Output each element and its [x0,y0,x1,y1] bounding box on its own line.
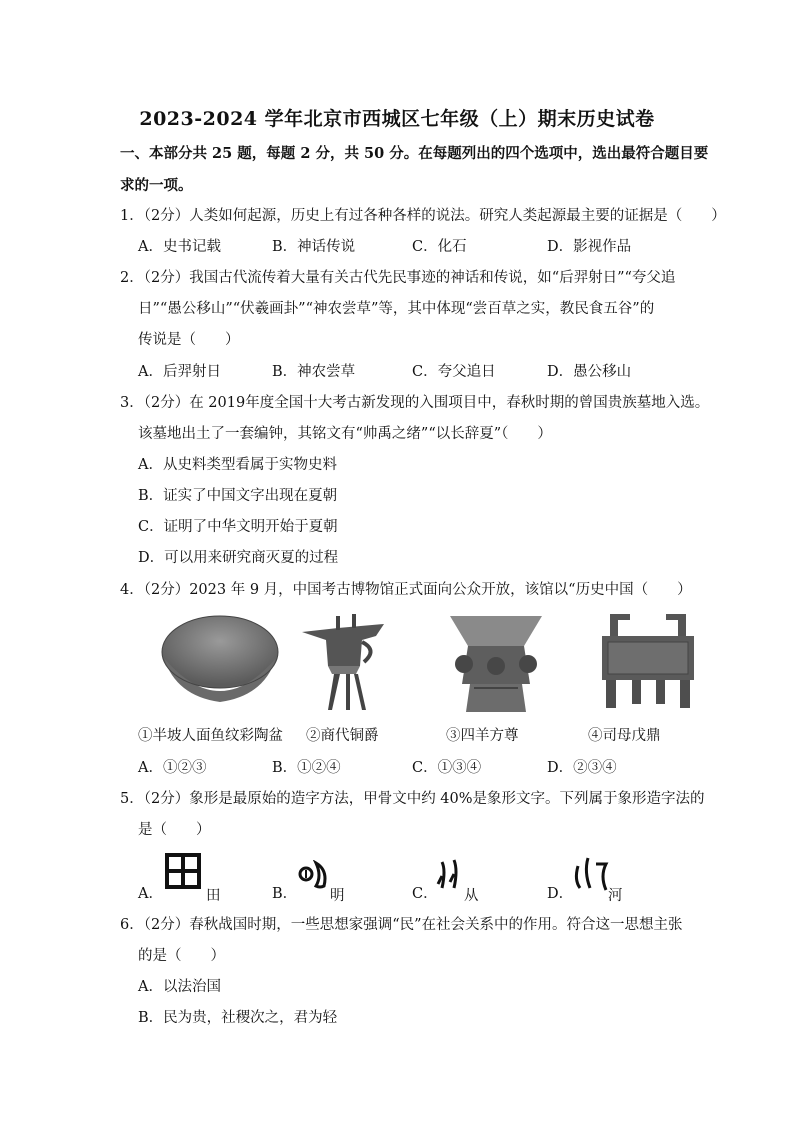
q4-caption-4: ④司母戊鼎 [588,728,661,744]
q1-option-b: B．神话传说 [272,239,356,255]
q5-char-d: 河 [608,888,623,904]
q5-stem-line2: 是（ ） [138,822,211,838]
q4-option-d: D．②③④ [547,760,617,776]
q5-option-a: A． [138,886,163,902]
q4-option-b: B．①②④ [272,760,341,776]
oracle-river-glyph-icon [572,856,612,894]
q5-option-c: C． [412,886,438,902]
q4-stem: 4．（2分）2023 年 9 月，中国考古博物馆正式面向公众开放，该馆以“历史中国（ ） [120,582,692,598]
q5-char-b: 明 [330,888,345,904]
simuwu-ding-image [596,612,700,710]
q2-option-c: C．夸父追日 [412,364,496,380]
q3-stem-line2: 该墓地出土了一套编钟，其铭文有“帅禹之绪”“以长辞夏”（ ） [138,426,552,442]
q5-char-a: 田 [206,888,221,904]
q5-stem-line1: 5．（2分）象形是最原始的造字方法，甲骨文中约 40%是象形文字。下列属于象形造字法的 [120,791,705,807]
painted-pottery-basin-image [160,612,280,708]
oracle-follow-glyph-icon [436,858,464,892]
q2-stem-line3: 传说是（ ） [138,332,240,348]
q6-stem-line2: 的是（ ） [138,948,225,964]
q4-caption-3: ③四羊方尊 [446,728,519,744]
q4-caption-1: ①半坡人面鱼纹彩陶盆 [138,728,283,744]
oracle-bright-glyph-icon [298,860,330,890]
q4-option-a: A．①②③ [138,760,207,776]
q5-char-c: 从 [464,888,479,904]
q1-option-a: A．史书记载 [138,239,221,255]
q2-option-d: D．愚公移山 [547,364,632,380]
shang-bronze-jue-image [298,610,392,712]
exam-title: 2023-2024 学年北京市西城区七年级（上）期末历史试卷 [139,108,655,130]
q3-stem-line1: 3．（2分）在 2019年度全国十大考古新发现的入围项目中，春秋时期的曾国贵族墓地入选。 [120,395,710,411]
section-instruction-line2: 求的一项。 [120,177,193,194]
section-instruction-line1: 一、本部分共 25 题，每题 2 分，共 50 分。在每题列出的四个选项中，选出最符合题目要 [120,145,709,162]
q5-option-d: D． [547,886,574,902]
q4-option-c: C．①③④ [412,760,482,776]
four-ram-square-zun-image [444,612,548,714]
q1-option-c: C．化石 [412,239,467,255]
q3-option-c: C．证明了中华文明开始于夏朝 [138,519,338,535]
q3-option-b: B．证实了中国文字出现在夏朝 [138,488,338,504]
q6-option-b: B．民为贵，社稷次之，君为轻 [138,1010,338,1026]
q3-option-d: D．可以用来研究商灭夏的过程 [138,550,339,566]
q5-option-b: B． [272,886,298,902]
oracle-field-glyph-icon [164,852,202,890]
q2-stem-line1: 2．（2分）我国古代流传着大量有关古代先民事迹的神话和传说，如“后羿射日”“夸父追 [120,270,676,286]
q2-stem-line2: 日”“愚公移山”“伏羲画卦”“神农尝草”等，其中体现“尝百草之实，教民食五谷”的 [138,301,655,317]
q2-option-a: A．后羿射日 [138,364,221,380]
q1-option-d: D．影视作品 [547,239,632,255]
q3-option-a: A．从史料类型看属于实物史料 [138,457,337,473]
q1-stem: 1．（2分）人类如何起源，历史上有过各种各样的说法。研究人类起源最主要的证据是（ ） [120,208,726,224]
q6-stem-line1: 6．（2分）春秋战国时期，一些思想家强调“民”在社会关系中的作用。符合这一思想主张 [120,917,683,933]
q6-option-a: A．以法治国 [138,979,221,995]
q4-caption-2: ②商代铜爵 [306,728,379,744]
q2-option-b: B．神农尝草 [272,364,356,380]
